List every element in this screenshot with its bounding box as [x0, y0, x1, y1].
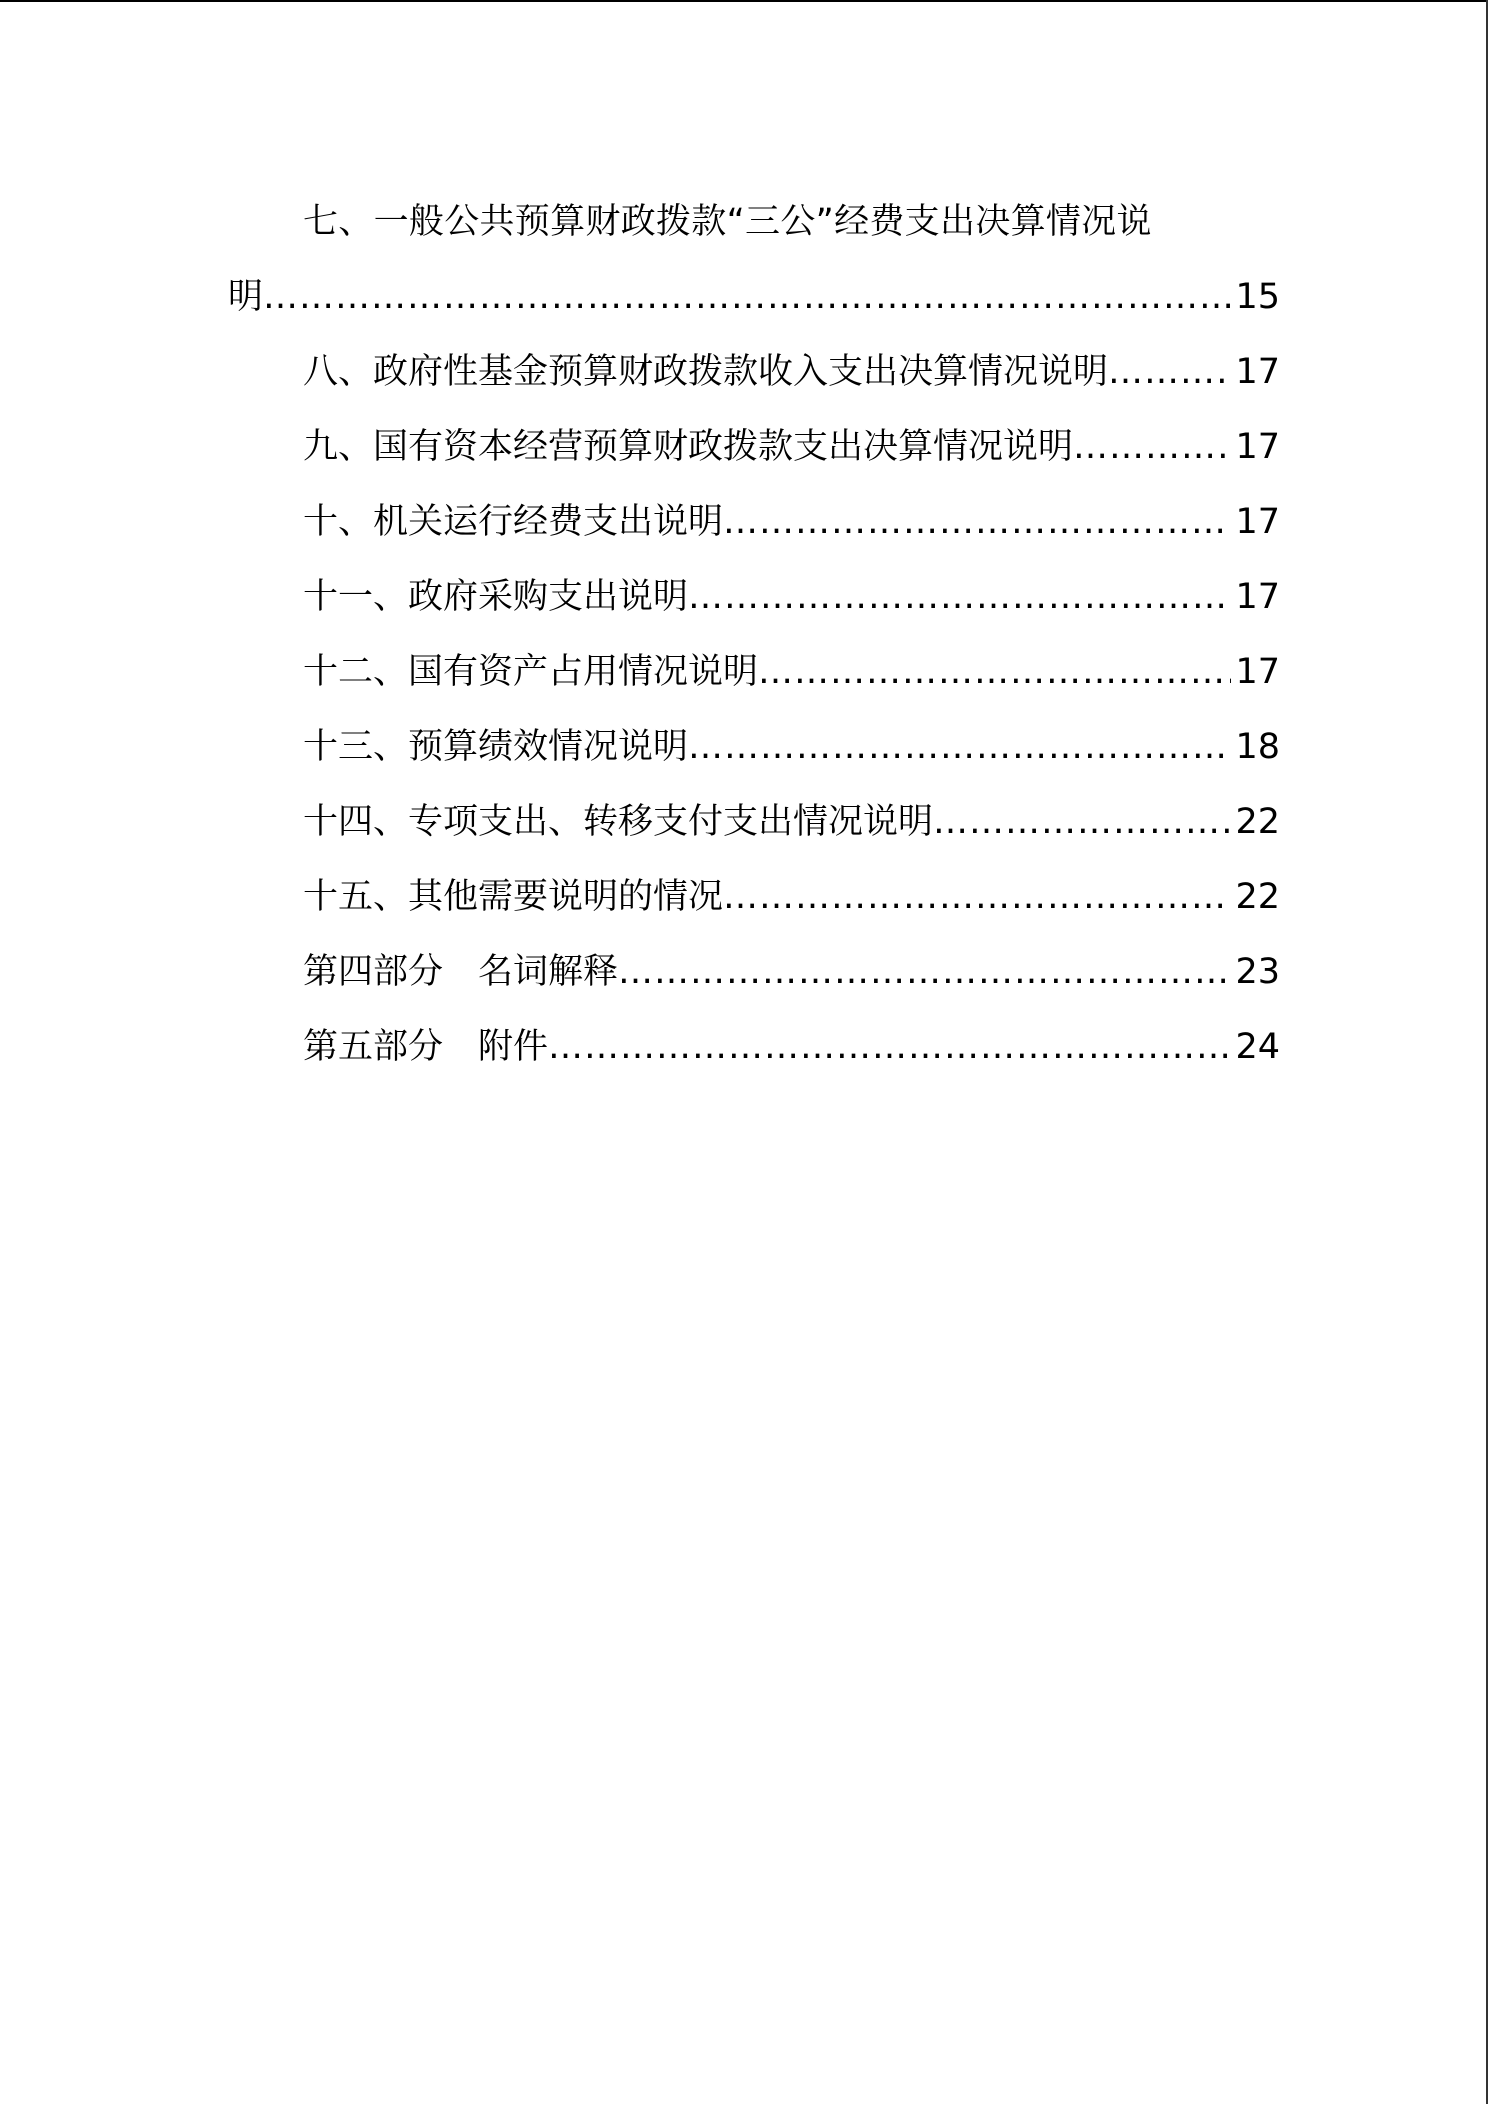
toc-leader-dots — [263, 273, 1231, 321]
toc-page-number: 17 — [1235, 577, 1280, 617]
toc-page-number: 22 — [1235, 802, 1280, 842]
page-top-border — [0, 0, 1488, 2]
toc-leader-dots — [723, 498, 1231, 546]
toc-leader-dots — [758, 648, 1231, 696]
toc-leader-dots — [688, 573, 1231, 621]
toc-page-number: 17 — [1235, 652, 1280, 692]
toc-entry[interactable] — [303, 873, 1280, 921]
toc-entry[interactable] — [303, 723, 1280, 771]
toc-entry-label: 第五部分 附件 — [303, 1027, 549, 1067]
toc-leader-dots — [1108, 348, 1231, 396]
toc-entry-label: 八、政府性基金预算财政拨款收入支出决算情况说明 — [303, 352, 1109, 392]
toc-leader-dots — [688, 723, 1231, 771]
toc-page-number: 15 — [1235, 277, 1280, 317]
toc-entry-7-line2[interactable] — [228, 273, 1280, 321]
toc-entry[interactable] — [303, 948, 1280, 996]
toc-entry-label: 十一、政府采购支出说明 — [303, 577, 689, 617]
toc-leader-dots — [723, 873, 1231, 921]
toc-entry-7-line1[interactable]: 七、一般公共预算财政拨款“三公”经费支出决算情况说 — [303, 202, 1152, 242]
toc-entry[interactable] — [303, 348, 1280, 396]
toc-page-number: 23 — [1235, 952, 1280, 992]
toc-page-number: 18 — [1235, 727, 1280, 767]
toc-entry-label: 明 — [228, 277, 264, 317]
toc-entry-label: 九、国有资本经营预算财政拨款支出决算情况说明 — [303, 427, 1074, 467]
toc-leader-dots — [618, 948, 1231, 996]
toc-entry[interactable] — [303, 648, 1280, 696]
toc-page-number: 22 — [1235, 877, 1280, 917]
toc-entry[interactable] — [303, 798, 1280, 846]
toc-entry-label: 十三、预算绩效情况说明 — [303, 727, 689, 767]
toc-entry[interactable] — [303, 1023, 1280, 1071]
toc-page-number: 17 — [1235, 502, 1280, 542]
toc-entry[interactable] — [303, 573, 1280, 621]
toc-page-number: 24 — [1235, 1027, 1280, 1067]
toc-entry-label: 十五、其他需要说明的情况 — [303, 877, 724, 917]
toc-page-number: 17 — [1235, 352, 1280, 392]
toc-entry[interactable] — [303, 498, 1280, 546]
toc-entry-label: 十、机关运行经费支出说明 — [303, 502, 724, 542]
toc-leader-dots — [933, 798, 1231, 846]
toc-page-number: 17 — [1235, 427, 1280, 467]
toc-entry-label: 十二、国有资产占用情况说明 — [303, 652, 759, 692]
toc-entry-label: 第四部分 名词解释 — [303, 952, 619, 992]
toc-entry-label: 十四、专项支出、转移支付支出情况说明 — [303, 802, 934, 842]
toc-leader-dots — [548, 1023, 1231, 1071]
toc-entry[interactable] — [303, 423, 1280, 471]
toc-leader-dots — [1073, 423, 1231, 471]
